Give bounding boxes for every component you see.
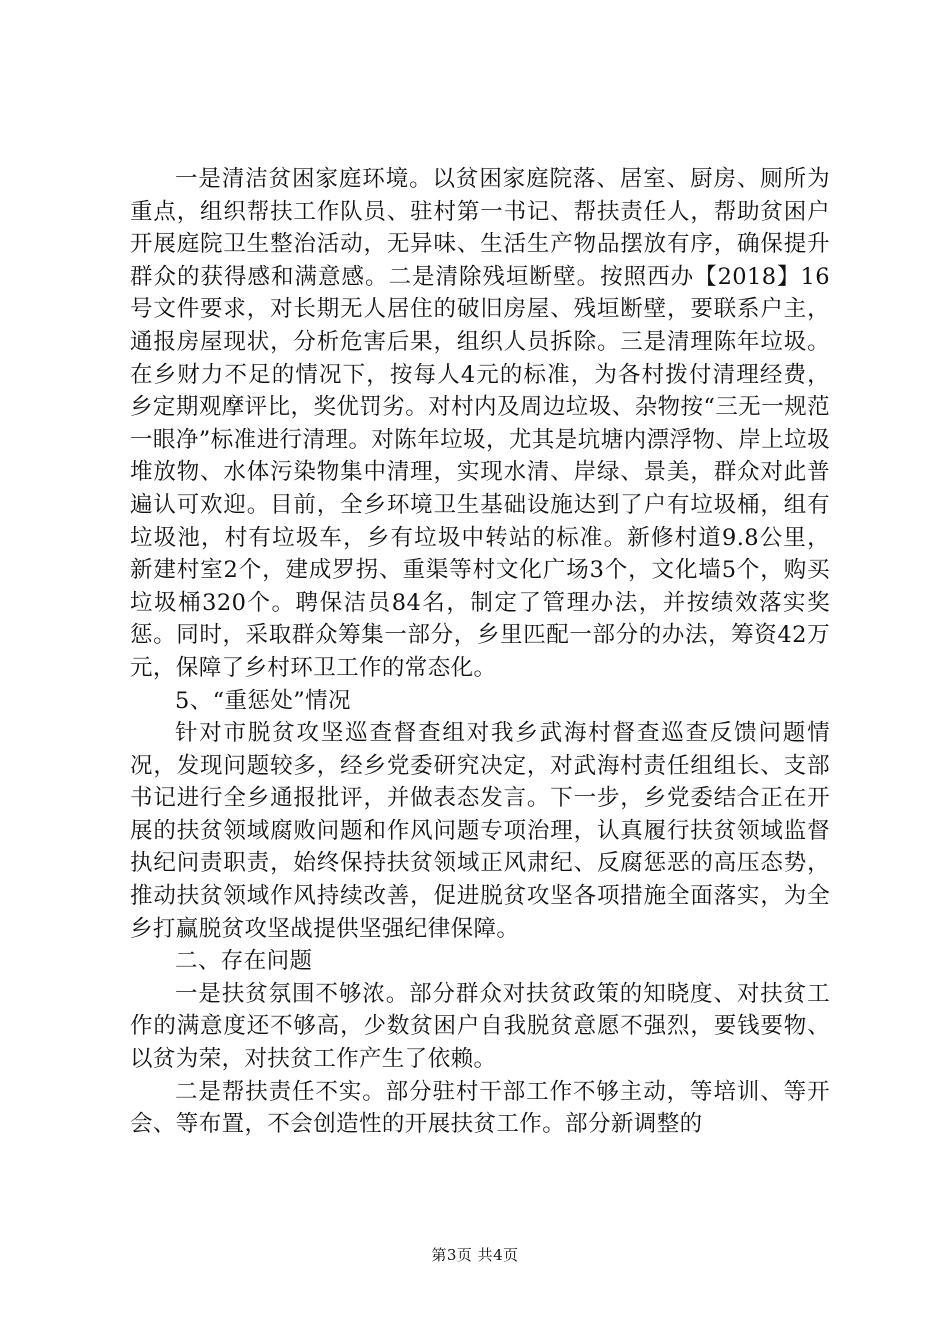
page-number-footer: 第3页 共4页 <box>431 1246 519 1264</box>
document-body <box>130 163 830 1141</box>
paragraph-problem-responsibility: 二是帮扶责任不实。部分驻村干部工作不够主动，等培训、等开会、等布置，不会创造性的开展扶贫工作。部分新调整的 <box>130 1078 830 1138</box>
paragraph-problem-atmosphere: 一是扶贫氛围不够浓。部分群众对扶贫政策的知晓度、对扶贫工作的满意度还不够高，少数贫困户自我脱贫意愿不强烈，要钱要物、以贫为荣，对扶贫工作产生了依赖。 <box>130 980 830 1073</box>
paragraph-punishment: 针对市脱贫攻坚巡查督查组对我乡武海村督查巡查反馈问题情况，发现问题较多，经乡党委研究决定，对武海村责任组组长、支部书记进行全乡通报批评，并做表态发言。下一步，乡党委结合正在开展的扶贫领域腐败问题和作风问题专项治理，认真履行扶贫领域监督执纪问责职责，始终保持扶贫领域正风肃纪、反腐惩恶的高压态势，推动扶贫领域作风持续改善，促进脱贫攻坚各项措施全面落实，为全乡打赢脱贫攻坚战提供坚强纪律保障。 <box>130 720 830 942</box>
paragraph-environment-cleanup: 一是清洁贫困家庭环境。以贫困家庭院落、居室、厨房、厕所为重点，组织帮扶工作队员、驻村第一书记、帮扶责任人，帮助贫困户开展庭院卫生整治活动，无异味、生活生产物品摆放有序，确保提升群众的获得感和满意感。二是清除残垣断壁。按照西办【2018】16号文件要求，对长期无人居住的破旧房屋、残垣断壁，要联系户主，通报房屋现状，分析危害后果，组织人员拆除。三是清理陈年垃圾。在乡财力不足的情况下，按每人4元的标准，为各村拨付清理经费，乡定期观摩评比，奖优罚劣。对村内及周边垃圾、杂物按“三无一规范一眼净”标准进行清理。对陈年垃圾，尤其是坑塘内漂浮物、岸上垃圾堆放物、水体污染物集中清理，实现水清、岸绿、景美，群众对此普遍认可欢迎。目前，全乡环境卫生基础设施达到了户有垃圾桶，组有垃圾池，村有垃圾车，乡有垃圾中转站的标准。新修村道9.8公里，新建村室2个，建成罗拐、重渠等村文化广场3个，文化墙5个，购买垃圾桶320个。聘保洁员84名，制定了管理办法，并按绩效落实奖惩。同时，采取群众筹集一部分，乡里匹配一部分的办法，筹资42万元，保障了乡村环卫工作的常态化。 <box>130 166 830 681</box>
heading-existing-problems: 二、存在问题 <box>175 948 313 975</box>
heading-punishment: 5、“重惩处”情况 <box>175 687 351 714</box>
